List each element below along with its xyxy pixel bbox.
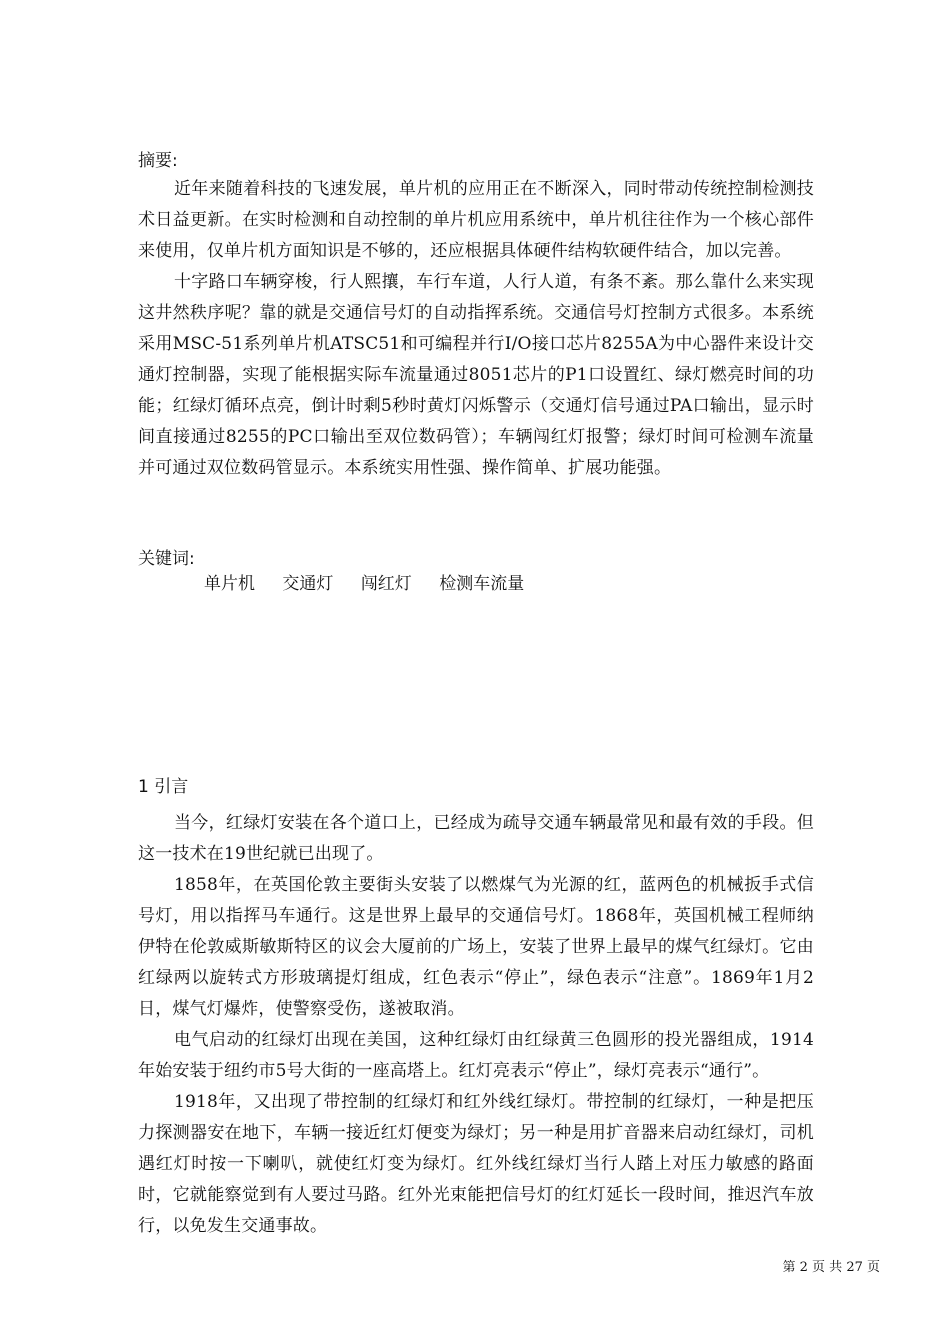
abstract-heading: 摘要: xyxy=(138,151,178,171)
introduction-heading: 1 引言 xyxy=(138,777,189,797)
keyword-item: 单片机 xyxy=(204,574,255,594)
keyword-item: 检测车流量 xyxy=(439,574,525,594)
introduction-paragraph-1: 当今，红绿灯安装在各个道口上，已经成为疏导交通车辆最常见和最有效的手段。但这一技术在19世纪就已出现了。 xyxy=(138,813,814,864)
introduction-body xyxy=(138,808,814,1242)
keywords-heading: 关键词: xyxy=(138,549,195,569)
keyword-item: 闯红灯 xyxy=(360,574,412,594)
introduction-paragraph-4: 1918年，又出现了带控制的红绿灯和红外线红绿灯。带控制的红绿灯，一种是把压力探测器安在地下，车辆一接近红灯便变为绿灯；另一种是用扩音器来启动红绿灯，司机遇红灯时按一下喇叭，就使红灯变为绿灯。红外线红绿灯当行人踏上对压力敏感的路面时，它就能察觉到有人要过马路。红外光束能把信号灯的红灯延长一段时间，推迟汽车放行，以免发生交通事故。 xyxy=(138,1092,814,1236)
keyword-item: 交通灯 xyxy=(282,574,334,594)
page-number: 第 2 页 共 27 页 xyxy=(782,1260,880,1275)
abstract-paragraph-1: 近年来随着科技的飞速发展，单片机的应用正在不断深入，同时带动传统控制检测技术日益更新。在实时检测和自动控制的单片机应用系统中，单片机往往作为一个核心部件来使用，仅单片机方面知识是不够的，还应根据具体硬件结构软硬件结合，加以完善。 xyxy=(138,179,814,261)
introduction-paragraph-3: 电气启动的红绿灯出现在美国，这种红绿灯由红绿黄三色圆形的投光器组成，1914年始安装于纽约市5号大街的一座高塔上。红灯亮表示“停止”，绿灯亮表示“通行”。 xyxy=(138,1030,814,1081)
keywords-list xyxy=(204,572,524,596)
abstract-body xyxy=(138,174,814,484)
introduction-paragraph-2: 1858年，在英国伦敦主要街头安装了以燃煤气为光源的红，蓝两色的机械扳手式信号灯，用以指挥马车通行。这是世界上最早的交通信号灯。1868年，英国机械工程师纳伊特在伦敦威斯敏斯特区的议会大厦前的广场上，安装了世界上最早的煤气红绿灯。它由红绿两以旋转式方形玻璃提灯组成，红色表示“停止”，绿色表示“注意”。1869年1月2日，煤气灯爆炸，使警察受伤，遂被取消。 xyxy=(138,875,814,1019)
abstract-paragraph-2: 十字路口车辆穿梭，行人熙攘，车行车道，人行人道，有条不紊。那么靠什么来实现这井然秩序呢？靠的就是交通信号灯的自动指挥系统。交通信号灯控制方式很多。本系统采用MSC-51系列单片机ATSC51和可编程并行I/O接口芯片8255A为中心器件来设计交通灯控制器，实现了能根据实际车流量通过8051芯片的P1口设置红、绿灯燃亮时间的功能；红绿灯循环点亮，倒计时剩5秒时黄灯闪烁警示（交通灯信号通过PA口输出，显示时间直接通过8255的PC口输出至双位数码管）；车辆闯红灯报警；绿灯时间可检测车流量并可通过双位数码管显示。本系统实用性强、操作简单、扩展功能强。 xyxy=(138,272,814,478)
